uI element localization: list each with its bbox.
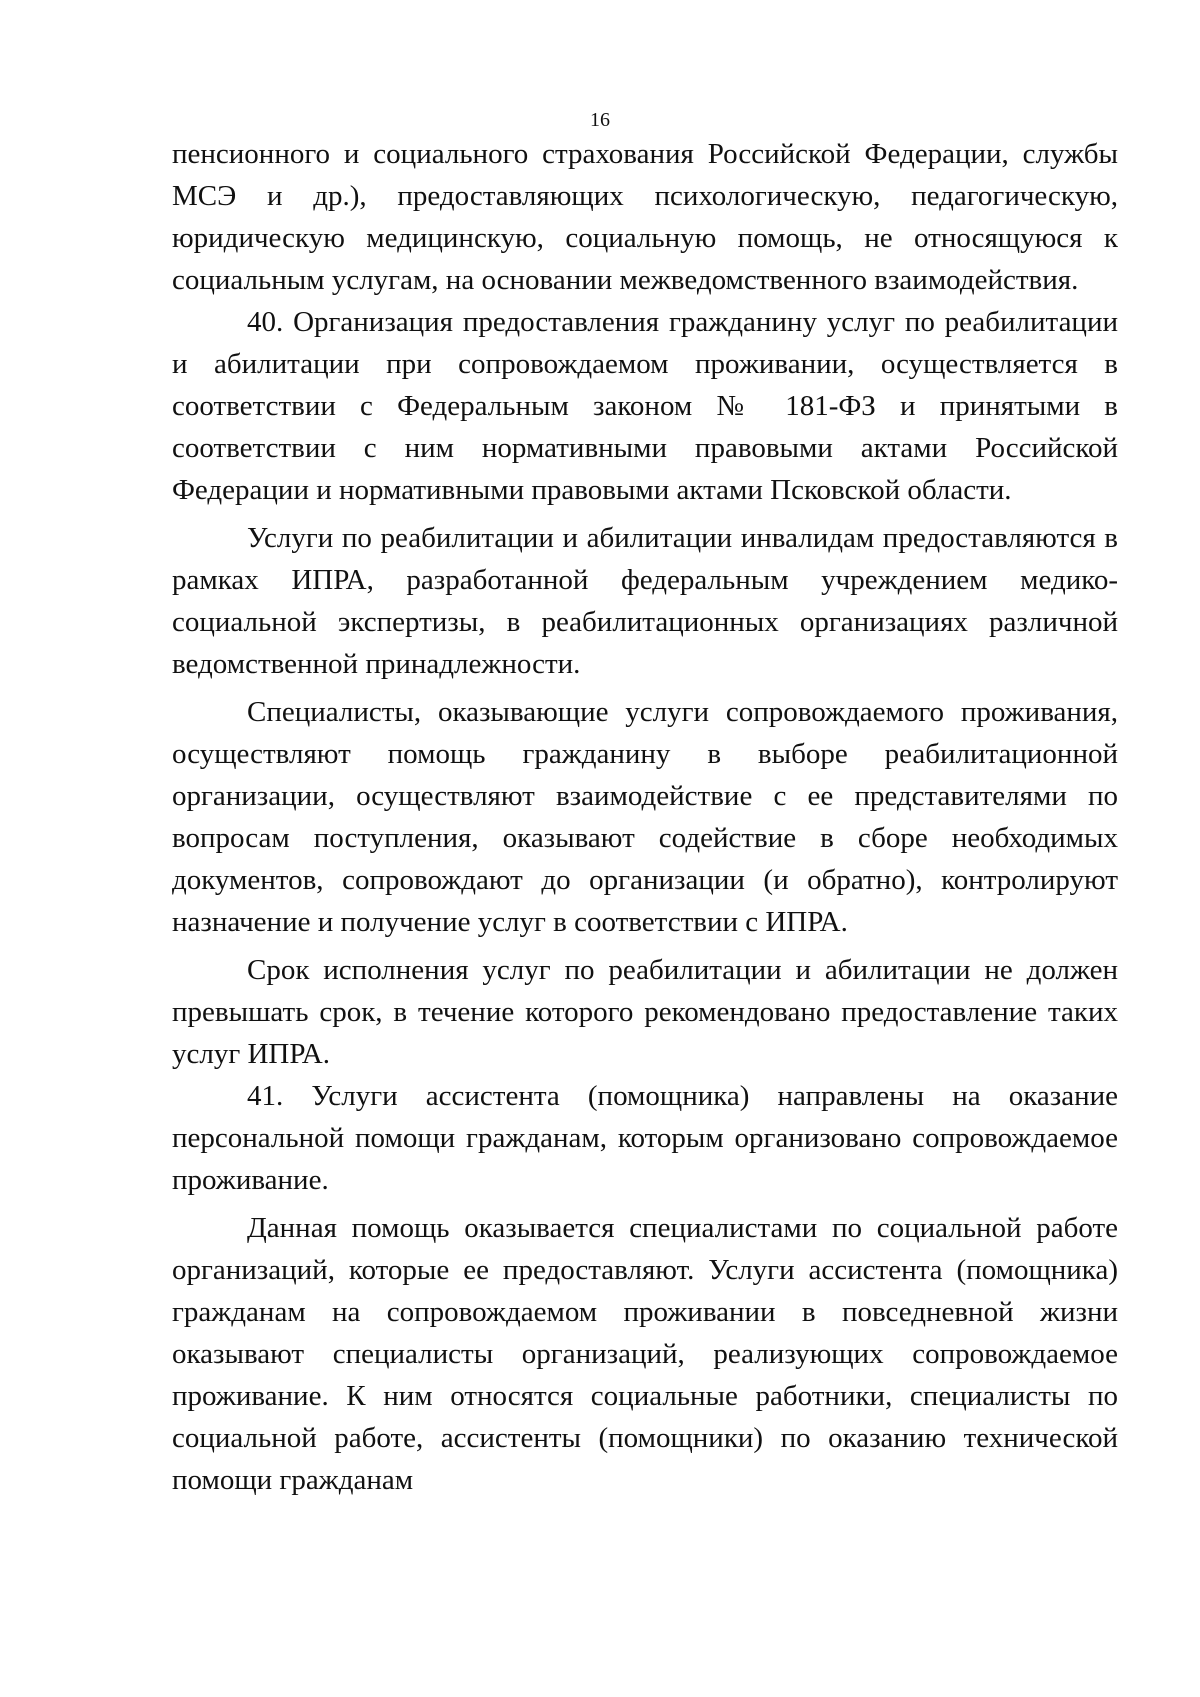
paragraph-specialists: Специалисты, оказывающие услуги сопровождаемого проживания, осуществляют помощь гражданину в выборе реабилитационной организации, осуществляют взаимодействие с ее представителями по вопросам поступления, оказывают содействие в сборе необходимых документов, сопровождают до организации (и обратно), контролируют назначение и получение услуг в соответствии с ИПРА. (172, 696, 1118, 938)
document-body (172, 133, 1118, 1501)
page-number: 16 (590, 109, 610, 131)
paragraph-item-41: 41. Услуги ассистента (помощника) направлены на оказание персональной помощи гражданам, которым организовано сопровождаемое проживание. (172, 1080, 1118, 1196)
paragraph-item-40: 40. Организация предоставления гражданину услуг по реабилитации и абилитации при сопровождаемом проживании, осуществляется в соответствии с Федеральным законом № 181-ФЗ и принятыми в соответствии с ним нормативными правовыми актами Российской Федерации и нормативными правовыми актами Псковской области. (172, 306, 1118, 506)
paragraph-rehabilitation-services: Услуги по реабилитации и абилитации инвалидам предоставляются в рамках ИПРА, разработанной федеральным учреждением медико-социальной экспертизы, в реабилитационных организациях различной ведомственной принадлежности. (172, 522, 1118, 680)
paragraph-assistant-help: Данная помощь оказывается специалистами по социальной работе организаций, которые ее предоставляют. Услуги ассистента (помощника) гражданам на сопровождаемом проживании в повседневной жизни оказывают специалисты организаций, реализующих сопровождаемое проживание. К ним относятся социальные работники, специалисты по социальной работе, ассистенты (помощники) по оказанию технической помощи гражданам (172, 1212, 1118, 1496)
paragraph-continuation: пенсионного и социального страхования Российской Федерации, службы МСЭ и др.), предоставляющих психологическую, педагогическую, юридическую медицинскую, социальную помощь, не относящуюся к социальным услугам, на основании межведомственного взаимодействия. (172, 138, 1118, 296)
paragraph-service-term: Срок исполнения услуг по реабилитации и абилитации не должен превышать срок, в течение которого рекомендовано предоставление таких услуг ИПРА. (172, 954, 1118, 1070)
